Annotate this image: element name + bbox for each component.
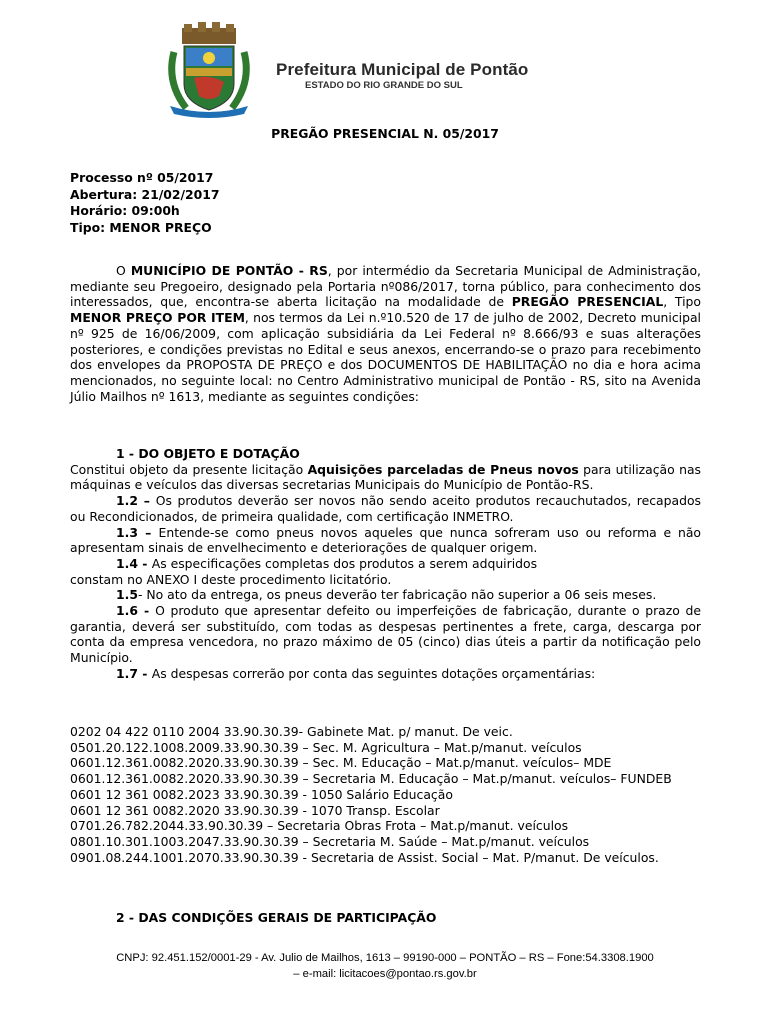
budget-allocations	[70, 724, 701, 865]
allocation-line: 0202 04 422 0110 2004 33.90.30.39- Gabinete Mat. p/ manut. De veic.	[70, 724, 513, 739]
item-1-7: 1.7 - As despesas correrão por conta das seguintes dotações orçamentárias:	[116, 665, 596, 681]
opening-date: Abertura: 21/02/2017	[70, 186, 220, 202]
allocation-line: 0801.10.301.1003.2047.33.90.30.39 – Secretaria M. Saúde – Mat.p/manut. veículos	[70, 833, 590, 849]
allocation-line: 0601.12.361.0082.2020.33.90.30.39 – Secretaria M. Educação – Mat.p/manut. veículos– FUNDEB	[70, 771, 672, 787]
footer-address: CNPJ: 92.451.152/0001-29 - Av. Julio de Mailhos, 1613 – 99190-000 – PONTÃO – RS – Fone:54.3308.1900	[116, 952, 654, 964]
allocation-line: 0701.26.782.2044.33.90.30.39 – Secretaria Obras Frota – Mat.p/manut. veículos	[70, 818, 569, 834]
state-name: ESTADO DO RIO GRANDE DO SUL	[305, 80, 463, 91]
section-1	[70, 446, 701, 682]
process-metadata	[70, 170, 219, 236]
item-1-4: 1.4 - As especificações completas dos produtos a serem adquiridos	[116, 555, 538, 571]
process-number: Processo nº 05/2017	[70, 170, 214, 185]
allocation-line: 0501.20.122.1008.2009.33.90.30.39 – Sec. M. Agricultura – Mat.p/manut. veículos	[70, 739, 582, 755]
intro-text: , nos termos da Lei n.º10.520 de 17 de julho de 2002, Decreto municipal nº 925 de 16/06/2009, com aplicação subsidiária da Lei Federal nº 8.666/93 e suas alterações posteriores, e condições previstas no Edital e seus anexos, encerrando-se o prazo para recebimento dos envelopes da PROPOSTA DE PREÇO e dos DOCUMENTOS DE HABILITAÇÃO no dia e hora acima mencionados, no seguinte local: no Centro Administrativo municipal de Pontão - RS, sito na Avenida Júlio Mailhos nº 1613, mediante as seguintes condições:	[70, 310, 701, 404]
allocation-line: 0901.08.244.1001.2070.33.90.30.39 - Secretaria de Assist. Social – Mat. P/manut. De veículos.	[70, 849, 659, 865]
intro-text: , por intermédio da Secretaria Municipal de Administração, mediante seu Pregoeiro, designado pela Portaria nº086/2017, torna público, para conhecimento dos interessados, que, encontra-se aberta licitação na modalidade de	[70, 263, 701, 310]
allocation-line: 0601 12 361 0082.2023 33.90.30.39 - 1050 Salário Educação	[70, 786, 453, 802]
allocation-line: 0601 12 361 0082.2020 33.90.30.39 - 1070 Transp. Escolar	[70, 802, 440, 818]
intro-municipality: MUNICÍPIO DE PONTÃO - RS	[130, 263, 328, 278]
page-footer	[0, 950, 770, 982]
footer-email: – e-mail: licitacoes@pontao.rs.gov.br	[293, 968, 477, 980]
item-1-5: 1.5- No ato da entrega, os pneus deverão ter fabricação não superior a 06 seis meses.	[116, 587, 657, 603]
item-1-3: 1.3 – Entende-se como pneus novos aqueles que nunca sofreram uso ou reforma e não apresentam sinais de envelhecimento e deteriorações de qualquer origem.	[70, 524, 701, 556]
intro-type: MENOR PREÇO POR ITEM	[70, 310, 245, 326]
municipality-name: Prefeitura Municipal de Pontão	[276, 60, 529, 79]
item-1-4-cont: constam no ANEXO I deste procedimento licitatório.	[70, 571, 392, 587]
item-1-6: 1.6 - O produto que apresentar defeito ou imperfeições de fabricação, durante o prazo de garantia, deverá ser substituído, com todas as despesas pertinentes a frete, carga, descarga por conta da empresa vencedora, no prazo máximo de 05 (cinco) dias úteis a partir da notificação pelo Município.	[70, 603, 701, 666]
intro-paragraph	[70, 263, 701, 404]
intro-text: O	[116, 263, 131, 278]
section-2-heading: 2 - DAS CONDIÇÕES GERAIS DE PARTICIPAÇÃO	[116, 910, 437, 925]
allocation-line: 0601.12.361.0082.2020.33.90.30.39 – Sec. M. Educação – Mat.p/manut. veículos– MDE	[70, 755, 612, 771]
section-1-object: Constitui objeto da presente licitação Aquisições parceladas de Pneus novos para utilização nas máquinas e veículos das diversas secretarias Municipais do Município de Pontão-RS.	[70, 461, 701, 493]
section-1-heading: 1 - DO OBJETO E DOTAÇÃO	[116, 446, 300, 461]
bid-type: Tipo: MENOR PREÇO	[70, 219, 212, 235]
item-1-2: 1.2 – Os produtos deverão ser novos não sendo aceito produtos recauchutados, recapados ou Recondicionados, de primeira qualidade, com certificação INMETRO.	[70, 493, 701, 524]
document-title: PREGÃO PRESENCIAL N. 05/2017	[271, 126, 499, 141]
municipal-coat-of-arms-icon	[164, 22, 254, 120]
opening-time: Horário: 09:00h	[70, 203, 180, 218]
intro-text: , Tipo	[663, 294, 701, 310]
section-2	[70, 910, 701, 926]
intro-modality: PREGÃO PRESENCIAL	[511, 294, 664, 310]
